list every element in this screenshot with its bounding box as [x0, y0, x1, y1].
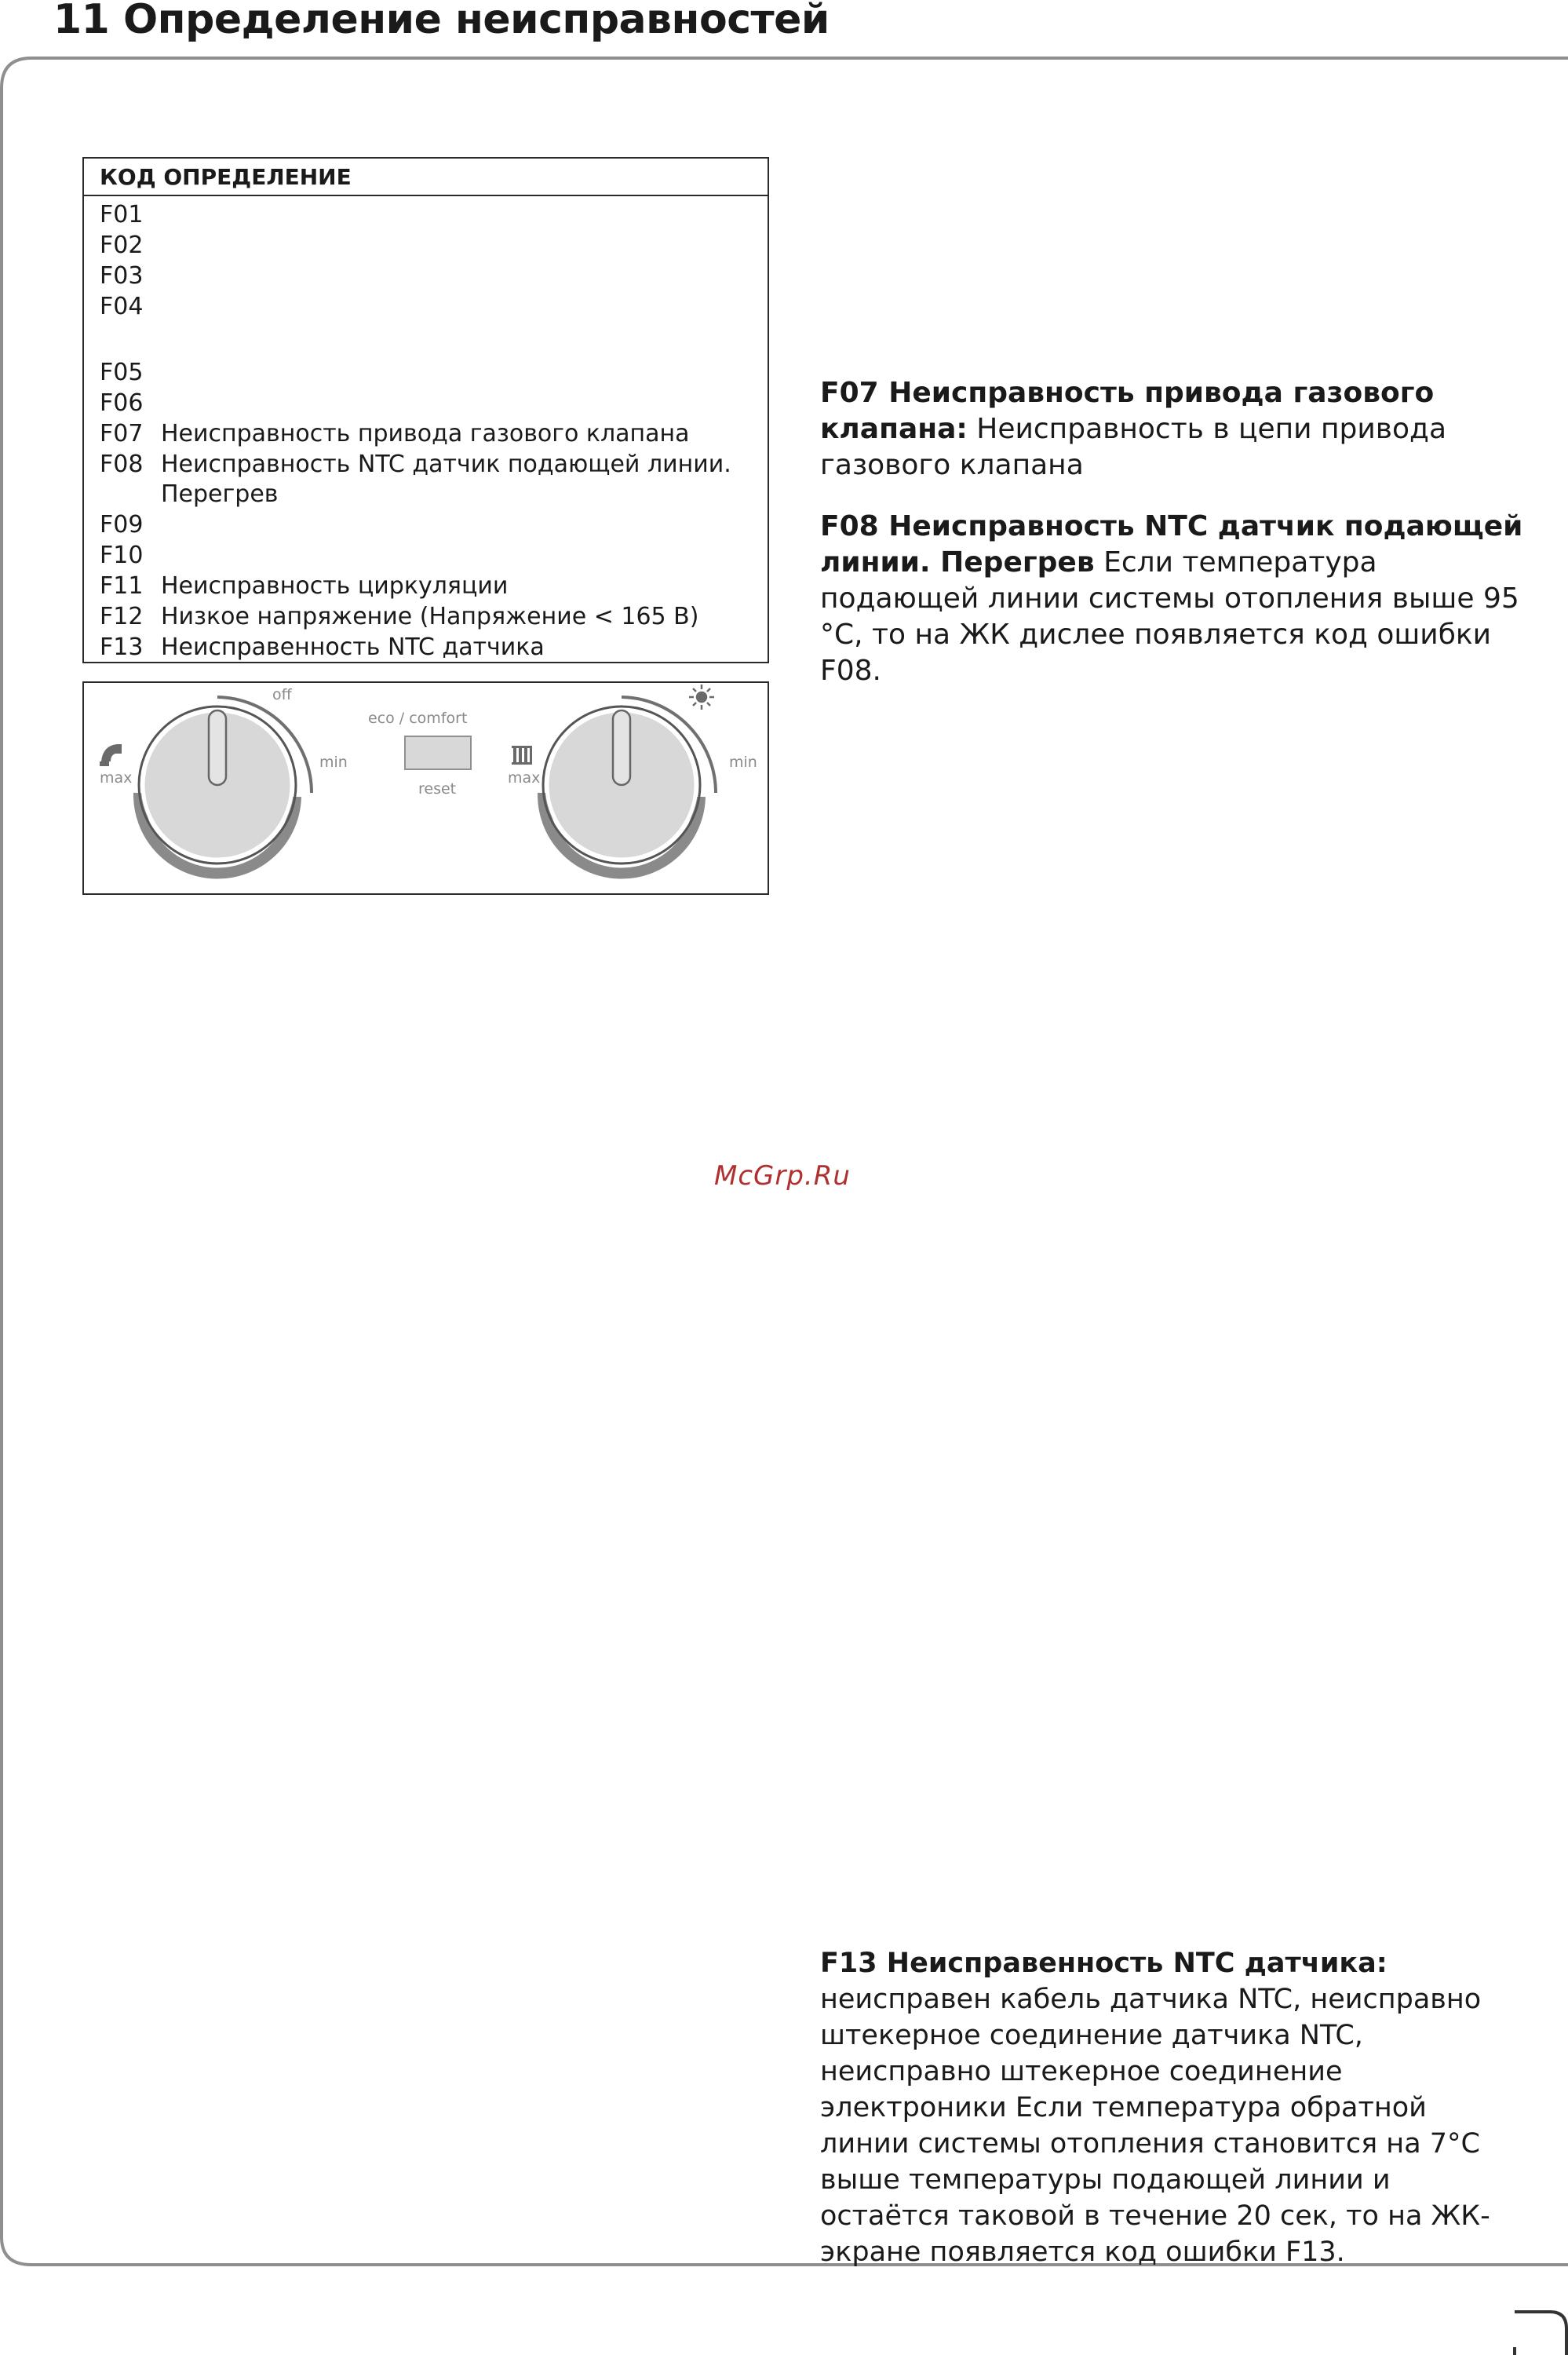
f08-title: F08 Неисправность NTC датчик подающей линии. Перегрев — [820, 510, 1523, 579]
error-code: F11 — [100, 572, 144, 600]
hot-water-min-label: min — [319, 754, 348, 771]
control-panel — [82, 681, 769, 895]
table-row — [100, 510, 760, 540]
table-row — [100, 261, 760, 291]
error-description: Неисправенность NTC датчика — [161, 633, 545, 661]
table-row — [100, 571, 760, 601]
table-row — [100, 602, 760, 632]
eco-comfort-label: eco / comfort — [368, 710, 468, 727]
f08-text: Если температура подающей линии системы отопления выше 95 °C, то на ЖК дислее появляется код ошибки F08. — [820, 546, 1519, 687]
f07-description — [820, 375, 1526, 484]
error-code-table — [82, 157, 769, 663]
error-code: F04 — [100, 293, 144, 320]
watermark: McGrp.Ru — [714, 1160, 851, 1192]
eco-reset-button[interactable] — [404, 736, 472, 770]
table-header: КОД ОПРЕДЕЛЕНИЕ — [84, 159, 768, 196]
tap-icon — [100, 744, 122, 766]
f13-description — [820, 1945, 1511, 2270]
heating-dial[interactable] — [543, 697, 716, 874]
f08-description — [820, 509, 1526, 689]
error-description: Неисправность циркуляции — [161, 572, 509, 600]
heating-knob-pointer — [613, 710, 630, 785]
error-code: F01 — [100, 201, 144, 228]
f07-title: F07 Неисправность привода газового клапана: — [820, 377, 1435, 445]
error-code: F10 — [100, 542, 144, 569]
hot-water-knob-pointer — [209, 710, 226, 785]
table-row — [100, 358, 760, 388]
f13-title: F13 Неисправенность NTC датчика: — [820, 1948, 1387, 1979]
radiator-icon — [512, 746, 532, 765]
error-code: F02 — [100, 232, 144, 259]
error-description: Низкое напряжение (Напряжение < 165 В) — [161, 603, 699, 630]
error-code: F13 — [100, 633, 144, 661]
table-row — [100, 633, 760, 663]
error-code: F09 — [100, 511, 144, 539]
table-row — [100, 541, 760, 571]
table-row — [100, 292, 760, 322]
error-code: F06 — [100, 389, 144, 417]
heating-max-label: max — [508, 769, 541, 787]
f07-text: Неисправность в цепи привода газового клапана — [820, 413, 1446, 481]
table-row — [100, 231, 760, 261]
page-title: 11 Определение неисправностей — [53, 0, 830, 43]
reset-label: reset — [418, 780, 457, 798]
error-description: Неисправность NTC датчик подающей линии. Перегрев — [161, 451, 731, 508]
table-row — [100, 389, 760, 418]
f13-text: неисправен кабель датчика NTC, неисправно штекерное соединение датчика NTC, неисправно штекерное соединение электроники Если температура обратной линии системы отопления становится на 7°C выше температуры подающей линии и остаётся таковой в течение 20 сек, то на ЖК-экране появляется код ошибки F13. — [820, 1984, 1490, 2268]
hot-water-max-label: max — [100, 769, 133, 787]
table-row — [100, 450, 760, 509]
error-code: F05 — [100, 359, 144, 386]
sun-icon — [689, 685, 714, 710]
off-label: off — [272, 686, 292, 703]
error-code: F07 — [100, 420, 144, 447]
error-code: F03 — [100, 262, 144, 290]
error-code: F08 — [100, 451, 144, 478]
table-row — [100, 419, 760, 449]
table-row — [100, 200, 760, 230]
error-code: F12 — [100, 603, 144, 630]
hot-water-dial[interactable] — [139, 697, 312, 874]
error-description: Неисправность привода газового клапана — [161, 420, 690, 447]
heating-min-label: min — [729, 754, 757, 771]
